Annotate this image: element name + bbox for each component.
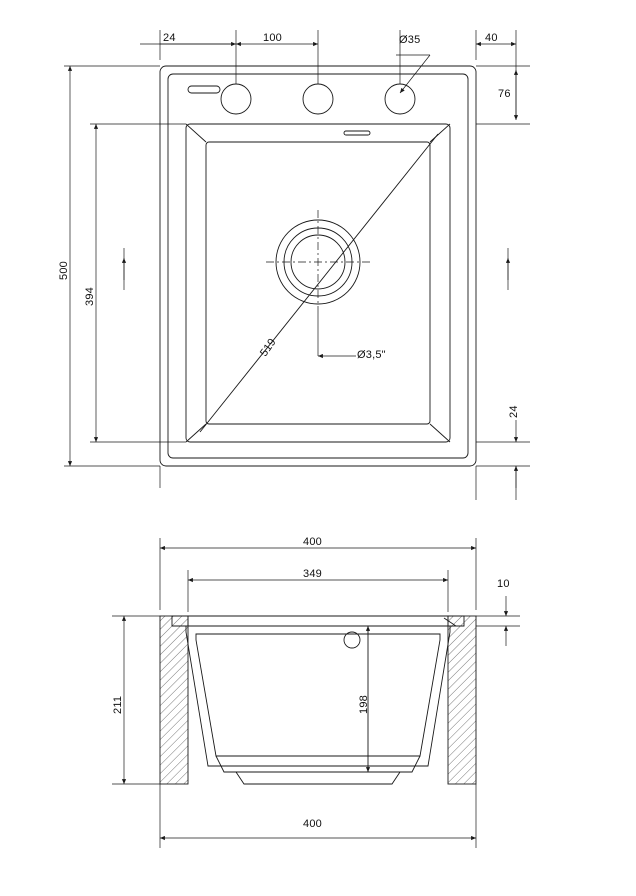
section-view-geometry [160,616,476,784]
dim-bowl-depth: 198 [358,695,370,714]
dim-overall-height: 211 [112,695,124,714]
top-view-geometry [160,66,476,466]
dim-diagonal: 519 [258,336,279,359]
dim-overall-width-top: 400 [303,536,322,548]
top-view-dimensions [64,30,530,500]
dim-edge-to-first-hole: 24 [163,32,176,44]
dim-rim-thickness: 10 [497,578,510,590]
dim-overall-length: 500 [58,261,70,280]
dim-hole-spacing: 100 [263,32,282,44]
dim-tap-hole-diameter: Ø35 [399,34,421,46]
dim-overall-width-bottom: 400 [303,818,322,830]
dim-bottom-band-height: 24 [508,405,520,418]
dim-drain-diameter: Ø3,5" [357,349,386,361]
dim-top-band-height: 76 [498,88,511,100]
dim-right-edge-offset: 40 [485,32,498,44]
dim-bowl-width-inner: 349 [303,568,322,580]
dim-bowl-length: 394 [84,287,96,306]
